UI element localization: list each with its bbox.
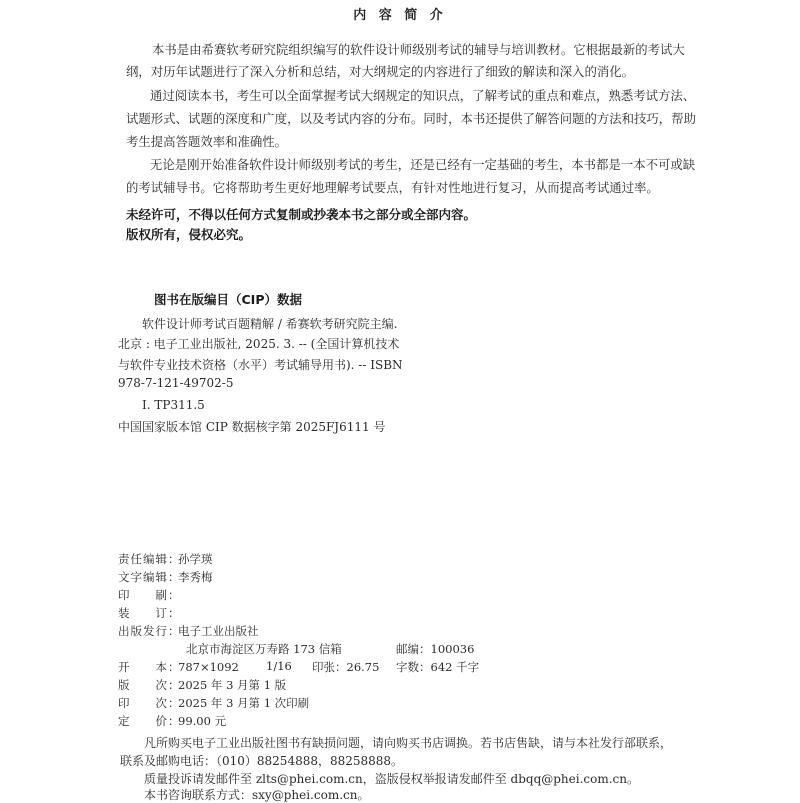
- cip-line: Ⅰ. TP311.5: [142, 398, 205, 412]
- publisher: 电子工业出版社: [178, 624, 259, 638]
- responsible-editor-row: [118, 551, 213, 567]
- printing-label: 印 刷：: [118, 588, 181, 602]
- impression-row: [118, 695, 309, 711]
- cip-line: 与软件专业技术资格（水平）考试辅导用书). -- ISBN: [118, 358, 403, 372]
- cip-line: 978-7-121-49702-5: [118, 376, 234, 390]
- printing-row: [118, 587, 181, 603]
- sheets-row: [312, 659, 379, 675]
- cip-heading: 图书在版编目（CIP）数据: [154, 292, 302, 307]
- intro-line: 本书是由希赛软考研究院组织编写的软件设计师级别考试的辅导与培训教材。它根据最新的考试大: [152, 42, 685, 57]
- price: 99.00 元: [178, 714, 227, 728]
- notice-line: 联系及邮购电话：（010）88254888，88258888。: [120, 754, 404, 768]
- cip-line: 软件设计师考试百题精解 / 希赛软考研究院主编.: [142, 317, 398, 331]
- format-fraction: 1/16: [266, 659, 292, 673]
- text-editor: 李秀梅: [178, 570, 213, 584]
- impression-label: 印 次：: [118, 696, 181, 710]
- impression: 2025 年 3 月第 1 次印刷: [178, 696, 310, 710]
- words-label: 字数：: [396, 660, 431, 674]
- publisher-row: [118, 623, 259, 639]
- binding-label: 装 订：: [118, 606, 181, 620]
- notice-line: 凡所购买电子工业出版社图书有缺损问题，请向购买书店调换。若书店售缺，请与本社发行部联系，: [144, 736, 673, 750]
- cip-line: 北京 : 电子工业出版社, 2025. 3. -- (全国计算机技术: [118, 337, 400, 351]
- format-row: [118, 659, 239, 675]
- copyright-notice: 未经许可，不得以任何方式复制或抄袭本书之部分或全部内容。: [126, 207, 477, 222]
- intro-title: 内 容 简 介: [353, 8, 447, 23]
- format: 787×1092: [178, 660, 239, 674]
- intro-line: 试题形式、试题的深度和广度，以及考试内容的分布。同时，本书还提供了解答问题的方法和技巧，帮助: [126, 111, 696, 126]
- postcode: 100036: [430, 642, 475, 656]
- responsible-editor: 孙学瑛: [178, 552, 213, 566]
- responsible-editor-label: 责任编辑：: [118, 552, 181, 566]
- intro-line: 无论是刚开始准备软件设计师级别考试的考生，还是已经有一定基础的考生，本书都是一本不可或缺: [150, 157, 696, 172]
- intro-line: 的考试辅导书。它将帮助考生更好地理解考试要点，有针对性地进行复习，从而提高考试通过率。: [126, 180, 659, 195]
- notice-line: 本书咨询联系方式：sxy@phei.com.cn。: [144, 788, 370, 802]
- edition-label: 版 次：: [118, 678, 181, 692]
- publisher-label: 出版发行：: [118, 624, 181, 638]
- sheets: 26.75: [346, 660, 380, 674]
- words-row: [396, 659, 479, 675]
- publisher-address: 北京市海淀区万寿路 173 信箱: [186, 642, 342, 656]
- notice-line: 质量投诉请发邮件至 zlts@phei.com.cn，盗版侵权举报请发邮件至 dbqq@phei.com.cn。: [144, 772, 640, 786]
- sheets-label: 印张：: [312, 660, 347, 674]
- edition-row: [118, 677, 286, 693]
- text-editor-label: 文字编辑：: [118, 570, 181, 584]
- price-label: 定 价：: [118, 714, 181, 728]
- postcode-row: [396, 641, 474, 657]
- cip-line: 中国国家版本馆 CIP 数据核字第 2025FJ6111 号: [118, 420, 386, 434]
- text-editor-row: [118, 569, 213, 585]
- intro-line: 考生提高答题效率和准确性。: [126, 134, 288, 149]
- intro-line: 通过阅读本书，考生可以全面掌握考试大纲规定的知识点，了解考试的重点和难点，熟悉考试方法、: [150, 88, 696, 103]
- price-row: [118, 713, 226, 729]
- format-label: 开 本：: [118, 660, 181, 674]
- postcode-label: 邮编：: [396, 642, 431, 656]
- binding-row: [118, 605, 181, 621]
- edition: 2025 年 3 月第 1 版: [178, 678, 287, 692]
- rights-reserved: 版权所有，侵权必究。: [126, 227, 252, 242]
- words: 642 千字: [430, 660, 480, 674]
- intro-line: 纲，对历年试题进行了深入分析和总结，对大纲规定的内容进行了细致的解读和深入的消化。: [126, 64, 635, 79]
